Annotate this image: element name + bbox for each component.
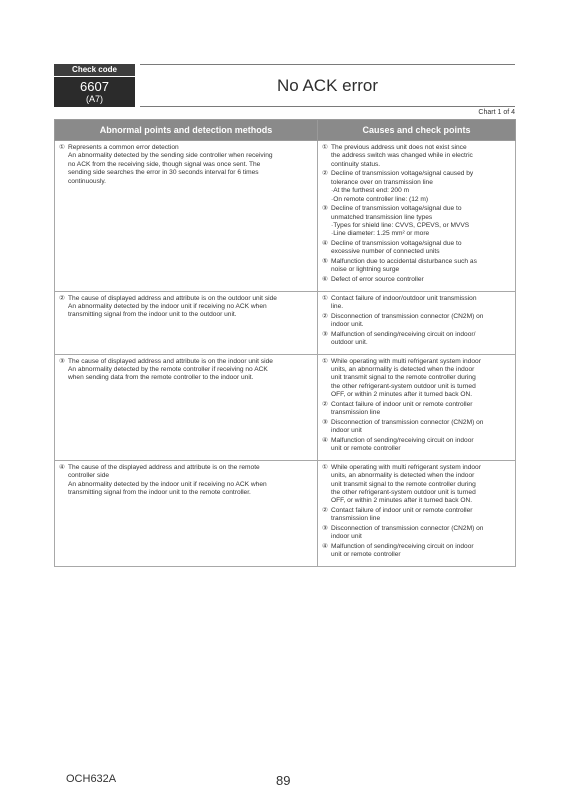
item-number: ② (322, 400, 328, 408)
list-item (322, 419, 511, 436)
list-item (322, 313, 511, 330)
list-item (59, 358, 313, 383)
item-text-line: the other refrigerant-system outdoor unit is turned (331, 489, 476, 497)
item-text-line: no ACK from the receiving side, though signal was once sent. The (68, 160, 261, 168)
item-text-line: Disconnection of transmission connector (CN2M) on (331, 312, 484, 320)
item-text-line: Decline of transmission voltage/signal caused by (331, 170, 474, 178)
item-number: ④ (322, 543, 328, 551)
item-text-line: Defect of error source controller (331, 276, 424, 284)
col-header-causes: Causes and check points (318, 120, 516, 141)
item-text (331, 205, 511, 239)
item-text-line: continuity status. (331, 160, 381, 168)
abnormal-points-cell (55, 291, 318, 354)
item-number: ② (322, 507, 328, 515)
item-number: ④ (59, 463, 65, 471)
item-text-line: While operating with multi refrigerant system indoor (331, 357, 481, 365)
item-text-line: unmatched transmission line types (331, 213, 433, 221)
item-text-line: Decline of transmission voltage/signal due to (331, 205, 462, 213)
list-item (322, 258, 511, 275)
item-text (331, 419, 511, 436)
item-text-line: An abnormality detected by the indoor unit if receiving no ACK when (68, 303, 267, 311)
item-number: ① (322, 463, 328, 471)
item-text-line: An abnormality detected by the remote controller if receiving no ACK (68, 366, 268, 374)
col-header-abnormal-points: Abnormal points and detection methods (55, 120, 318, 141)
item-text (331, 258, 511, 275)
list-item (322, 295, 511, 312)
item-number: ⑥ (322, 276, 328, 284)
item-text-line: ·Types for shield line: CVVS, CPEVS, or MVVS (331, 222, 470, 230)
list-item (322, 543, 511, 560)
item-text-line: The cause of displayed address and attribute is on the indoor unit side (68, 357, 273, 365)
list-item (59, 464, 313, 498)
causes-cell (318, 291, 516, 354)
chart-number: Chart 1 of 4 (478, 109, 515, 116)
list-item (322, 170, 511, 204)
item-text-line: indoor unit (331, 427, 362, 435)
table-row (55, 291, 516, 354)
item-text-line: The previous address unit does not exist since (331, 144, 467, 151)
item-number: ① (322, 294, 328, 302)
item-text-line: outdoor unit. (331, 339, 368, 347)
item-text-line: the other refrigerant-system outdoor unit is turned (331, 382, 476, 390)
item-text-line: Represents a common error detection (68, 144, 179, 151)
list-item (322, 331, 511, 348)
list-item (322, 205, 511, 239)
item-text-line: noise or lightning surge (331, 266, 400, 274)
item-text-line: OFF, or within 2 minutes after it turned back ON. (331, 391, 473, 399)
item-text-line: Malfunction of sending/receiving circuit on indoor/ (331, 330, 476, 338)
item-text-line: Malfunction due to accidental disturbance such as (331, 258, 477, 266)
item-text (68, 464, 313, 498)
table-header-row (55, 120, 516, 141)
item-number: ④ (322, 240, 328, 248)
item-number: ③ (322, 330, 328, 338)
item-number: ③ (322, 205, 328, 213)
item-text-line: line. (331, 303, 344, 311)
abnormal-points-cell (55, 141, 318, 292)
title-bottom-rule (140, 106, 515, 107)
item-text (331, 295, 511, 312)
item-text (68, 144, 313, 186)
abnormal-points-cell (55, 354, 318, 460)
error-table (54, 119, 516, 567)
check-code-sub: (A7) (85, 94, 103, 104)
check-code-value: 6607 (80, 79, 109, 94)
item-text-line: unit transmit signal to the remote controller during (331, 374, 476, 382)
item-text-line: ·At the furthest end: 200 m (331, 187, 410, 195)
item-text (331, 464, 511, 506)
list-item (322, 437, 511, 454)
item-text-line: tolerance over on transmission line (331, 178, 433, 186)
list-item (59, 144, 313, 186)
item-text (68, 295, 313, 320)
item-text-line: unit or remote controller (331, 445, 401, 453)
item-text-line: transmission line (331, 409, 381, 417)
item-text (331, 525, 511, 542)
item-text-line: unit transmit signal to the remote controller during (331, 480, 476, 488)
document-code: OCH632A (66, 773, 117, 785)
item-text-line: indoor unit (331, 533, 362, 541)
item-number: ① (322, 357, 328, 365)
item-text-line: unit or remote controller (331, 551, 401, 559)
item-text-line: transmitting signal from the indoor unit to the outdoor unit. (68, 311, 237, 319)
item-text-line: The cause of the displayed address and attribute is on the remote (68, 463, 260, 471)
item-number: ③ (59, 357, 65, 365)
causes-cell (318, 141, 516, 292)
table-row (55, 141, 516, 292)
causes-cell (318, 354, 516, 460)
item-text-line: units, an abnormality is detected when the indoor (331, 472, 475, 480)
item-text (331, 507, 511, 524)
abnormal-points-cell (55, 460, 318, 566)
list-item (322, 401, 511, 418)
item-text (331, 331, 511, 348)
list-item (322, 144, 511, 169)
title-top-rule (140, 64, 515, 65)
item-text (331, 358, 511, 400)
table-body (55, 141, 516, 567)
list-item (322, 507, 511, 524)
item-text-line: controller side (68, 472, 110, 480)
item-text-line: transmission line (331, 515, 381, 523)
item-number: ② (322, 170, 328, 178)
item-text-line: when sending data from the remote controller to the indoor unit. (68, 374, 254, 382)
item-text-line: Disconnection of transmission connector (CN2M) on (331, 418, 484, 426)
item-text-line: Contact failure of indoor/outdoor unit transmission (331, 294, 477, 302)
item-number: ③ (322, 525, 328, 533)
check-code-box (54, 77, 135, 107)
item-number: ① (59, 144, 65, 151)
item-text-line: Decline of transmission voltage/signal due to (331, 240, 462, 248)
page-title: No ACK error (276, 76, 379, 95)
item-text (331, 437, 511, 454)
item-text-line: OFF, or within 2 minutes after it turned back ON. (331, 497, 473, 505)
item-number: ① (322, 144, 328, 151)
table-row (55, 354, 516, 460)
check-code-label: Check code (54, 64, 135, 76)
item-text-line: The cause of displayed address and attribute is on the outdoor unit side (68, 294, 277, 302)
item-number: ⑤ (322, 258, 328, 266)
item-number: ③ (322, 418, 328, 426)
item-number: ② (59, 294, 65, 302)
item-text-line: sending side searches the error in 30 seconds interval for 6 times (68, 169, 259, 177)
item-text-line: indoor unit. (331, 321, 364, 329)
item-text (68, 358, 313, 383)
list-item (322, 240, 511, 257)
item-text (331, 276, 511, 284)
item-text (331, 401, 511, 418)
list-item (322, 464, 511, 506)
item-text (331, 543, 511, 560)
table-row (55, 460, 516, 566)
item-text (331, 240, 511, 257)
list-item (322, 276, 511, 284)
item-text-line: the address switch was changed while in electric (331, 152, 473, 160)
item-text-line: Contact failure of indoor unit or remote controller (331, 507, 473, 515)
list-item (59, 295, 313, 320)
item-text-line: transmitting signal from the indoor unit to the remote controller. (68, 489, 251, 497)
item-text-line: Disconnection of transmission connector (CN2M) on (331, 525, 484, 533)
item-text-line: An abnormality detected by the sending side controller when receiving (68, 152, 273, 160)
item-text (331, 170, 511, 204)
item-text-line: excessive number of connected units (331, 248, 440, 256)
item-text-line: units, an abnormality is detected when the indoor (331, 366, 475, 374)
item-text-line: continuously. (68, 177, 106, 185)
item-text (331, 144, 511, 169)
causes-cell (318, 460, 516, 566)
list-item (322, 525, 511, 542)
item-number: ④ (322, 436, 328, 444)
item-text-line: Malfunction of sending/receiving circuit on indoor (331, 543, 474, 551)
item-number: ② (322, 312, 328, 320)
item-text-line: ·On remote controller line: (12 m) (331, 195, 429, 203)
item-text (331, 313, 511, 330)
list-item (322, 358, 511, 400)
item-text-line: While operating with multi refrigerant system indoor (331, 463, 481, 471)
item-text-line: ·Line diameter: 1.25 mm² or more (331, 230, 430, 238)
item-text-line: Contact failure of indoor unit or remote controller (331, 400, 473, 408)
item-text-line: Malfunction of sending/receiving circuit on indoor (331, 436, 474, 444)
item-text-line: An abnormality detected by the indoor unit if receiving no ACK when (68, 480, 267, 488)
page-number: 89 (276, 773, 291, 788)
